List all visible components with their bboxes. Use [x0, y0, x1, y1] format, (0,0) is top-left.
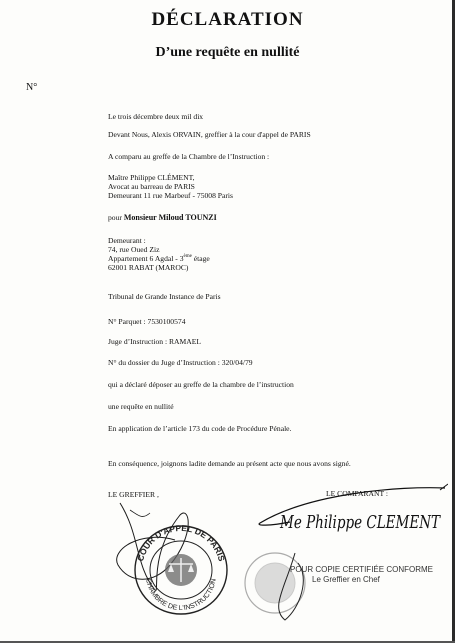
tribunal-line: Tribunal de Grande Instance de Paris: [108, 292, 221, 301]
client-address-2: [108, 254, 210, 263]
numero-label: N°: [26, 82, 38, 93]
stamp-ring-text: COUR D'APPEL DE PARIS: [135, 522, 227, 563]
lawyer-name: Maître Philippe CLÉMENT,: [108, 173, 195, 182]
greffier-en-chef-line: Le Greffier en Chef: [312, 575, 380, 584]
pour-prefix: pour: [108, 213, 122, 222]
page-subtitle: D’une requête en nullité: [155, 45, 300, 60]
floor-superscript: ème: [183, 254, 192, 259]
client-address-3: 62001 RABAT (MAROC): [108, 263, 189, 272]
comparant-signature-label: LE COMPARANT :: [326, 489, 389, 498]
lawyer-bar: Avocat au barreau de PARIS: [108, 182, 195, 191]
stamp-inner-text: CHAMBRE DE L'INSTRUCTION: [144, 578, 218, 613]
copie-conforme-line: POUR COPIE CERTIFIÉE CONFORME: [290, 565, 433, 574]
page-title: DÉCLARATION: [151, 9, 304, 30]
client-address-2-text: Appartement 6 Agdal - 3: [108, 254, 184, 263]
client-name: Monsieur Miloud TOUNZI: [123, 213, 217, 222]
declare-line: qui a déclaré déposer au greffe de la chambre de l’instruction: [108, 380, 294, 389]
client-line: [108, 213, 217, 222]
client-address-1: 74, rue Oued Ziz: [108, 245, 160, 254]
comparution-line: A comparu au greffe de la Chambre de l’Instruction :: [108, 152, 270, 161]
greffier-line: Devant Nous, Alexis ORVAIN, greffier à la cour d'appel de PARIS: [108, 130, 311, 139]
juge-line: Juge d’Instruction : RAMAEL: [108, 337, 202, 346]
comparant-signature: [250, 478, 448, 548]
dossier-line: N° du dossier du Juge d’Instruction : 320/04/79: [108, 358, 253, 367]
greffier-signature-label: LE GREFFIER ,: [108, 490, 159, 499]
handwritten-name: Me Philippe CLEMENT: [279, 512, 442, 533]
parquet-line: N° Parquet : 7530100574: [108, 317, 186, 326]
certification-stamp: [240, 548, 310, 623]
scales-emblem-icon: [165, 554, 197, 586]
date-line: Le trois décembre deux mil dix: [108, 112, 204, 121]
demeurant-label: Demeurant :: [108, 236, 146, 245]
lawyer-address: Demeurant 11 rue Marbeuf - 75008 Paris: [108, 191, 233, 200]
court-stamp: [128, 520, 233, 620]
application-line: En application de l’article 173 du code de Procédure Pénale.: [108, 424, 292, 433]
consequence-line: En conséquence, joignons ladite demande au présent acte que nous avons signé.: [108, 459, 351, 468]
client-address-2-suffix: étage: [191, 254, 210, 263]
requete-line: une requête en nullité: [108, 402, 174, 411]
